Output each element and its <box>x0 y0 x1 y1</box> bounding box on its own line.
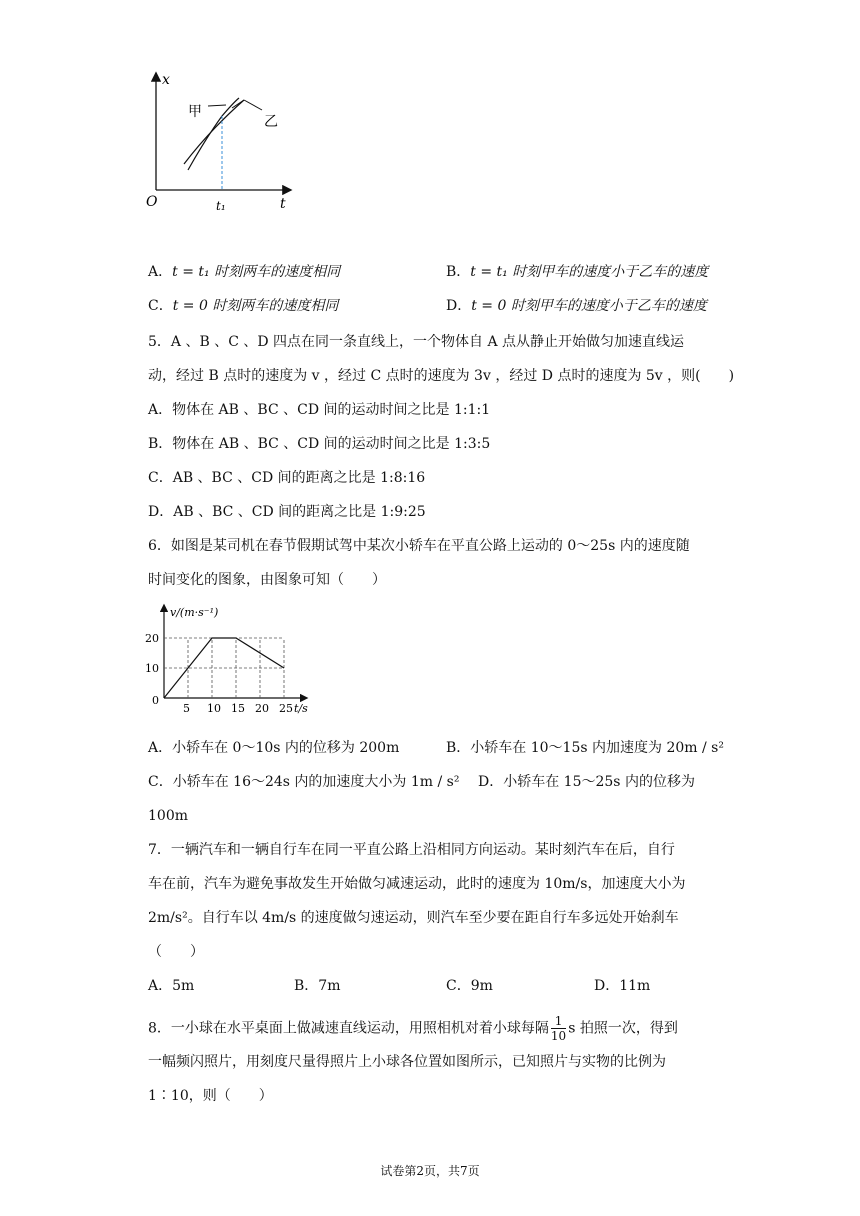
q7-option-d: D．11m <box>594 978 651 994</box>
q7-option-a: A．5m <box>148 978 195 994</box>
q5-stem-line1: 5．A 、B 、C 、D 四点在同一条直线上，一个物体自 A 点从静止开始做匀加速直线运 <box>148 334 685 350</box>
vt-x-tick-20: 20 <box>255 702 269 715</box>
q8-stem-line2: 一幅频闪照片，用刻度尺量得照片上小球各位置如图所示，已知照片与实物的比例为 <box>148 1054 666 1070</box>
q5-option-d: D．AB 、BC 、CD 间的距离之比是 1:9:25 <box>148 504 426 520</box>
q4-option-a: A．t = t₁ 时刻两车的速度相同 <box>148 264 341 280</box>
q6-option-d-cont: 100m <box>148 808 188 824</box>
q4-option-d: D．t = 0 时刻甲车的速度小于乙车的速度 <box>446 298 707 314</box>
vt-y-tick-10: 10 <box>145 662 159 675</box>
q6-option-a: A．小轿车在 0～10s 内的位移为 200m <box>148 740 400 756</box>
vt-chart <box>140 600 320 720</box>
q6-option-b: B．小轿车在 10～15s 内加速度为 20m / s² <box>446 740 724 756</box>
q5-option-b: B．物体在 AB 、BC 、CD 间的运动时间之比是 1:3:5 <box>148 436 491 452</box>
q6-option-d: D．小轿车在 15～25s 内的位移为 <box>478 774 695 790</box>
q4-option-c: C．t = 0 时刻两车的速度相同 <box>148 298 339 314</box>
q7-stem-line4: （ ） <box>148 944 204 960</box>
vt-y-label: v/(m·s⁻¹) <box>170 606 219 619</box>
q7-stem-line2: 车在前，汽车为避免事故发生开始做匀减速运动，此时的速度为 10m/s，加速度大小为 <box>148 876 686 892</box>
q4-option-b: B．t = t₁ 时刻甲车的速度小于乙车的速度 <box>446 264 709 280</box>
jia-curve-tail <box>232 100 244 108</box>
q7-option-c: C．9m <box>446 978 493 994</box>
q5-option-a: A．物体在 AB 、BC 、CD 间的运动时间之比是 1:1:1 <box>148 402 491 418</box>
q8-stem-line1: 8．一小球在水平桌面上做减速直线运动，用照相机对着小球每隔 $\frac{1}{10}$ s 拍照一次，得到 <box>148 1014 678 1043</box>
page-footer: 试卷第2页，共7页 <box>380 1164 480 1178</box>
x-axis-label: t <box>280 196 286 212</box>
yi-label: 乙 <box>264 114 278 130</box>
y-axis-label: x <box>162 72 170 88</box>
q7-stem-line1: 7．一辆汽车和一辆自行车在同一平直公路上沿相同方向运动。某时刻汽车在后，自行 <box>148 842 675 858</box>
vt-x-tick-25: 25 <box>279 702 293 715</box>
origin-label: O <box>146 194 158 210</box>
q6-stem-line2: 时间变化的图象，由图象可知（ ） <box>148 572 386 588</box>
vt-x-tick-0: 0 <box>152 694 159 707</box>
vt-x-tick-5: 5 <box>183 702 190 715</box>
t1-label: t₁ <box>216 199 226 213</box>
q6-option-c: C．小轿车在 16～24s 内的加速度大小为 1m / s² <box>148 774 460 790</box>
vt-y-tick-20: 20 <box>145 632 159 645</box>
q7-stem-line3: 2m/s²。自行车以 4m/s 的速度做匀速运动，则汽车至少要在距自行车多远处开始刹车 <box>148 910 679 926</box>
yi-pointer <box>244 100 262 110</box>
vt-x-tick-10: 10 <box>207 702 221 715</box>
vt-x-label: t/s <box>294 702 308 715</box>
vt-x-tick-15: 15 <box>231 702 245 715</box>
fraction-one-tenth: $\frac{1}{10}$ <box>550 1014 567 1043</box>
xt-graph <box>140 68 300 218</box>
jia-label: 甲 <box>188 104 202 120</box>
jia-pointer <box>208 105 226 106</box>
q8-stem-line3: 1∶10，则（ ） <box>148 1088 273 1104</box>
q5-stem-line2: 动，经过 B 点时的速度为 v ，经过 C 点时的速度为 3v ，经过 D 点时的速度为 5v ，则( ) <box>148 368 735 384</box>
q7-option-b: B．7m <box>294 978 341 994</box>
q5-option-c: C．AB 、BC 、CD 间的距离之比是 1:8:16 <box>148 470 426 486</box>
q6-stem-line1: 6．如图是某司机在春节假期试驾中某次小轿车在平直公路上运动的 0～25s 内的速度随 <box>148 538 690 554</box>
